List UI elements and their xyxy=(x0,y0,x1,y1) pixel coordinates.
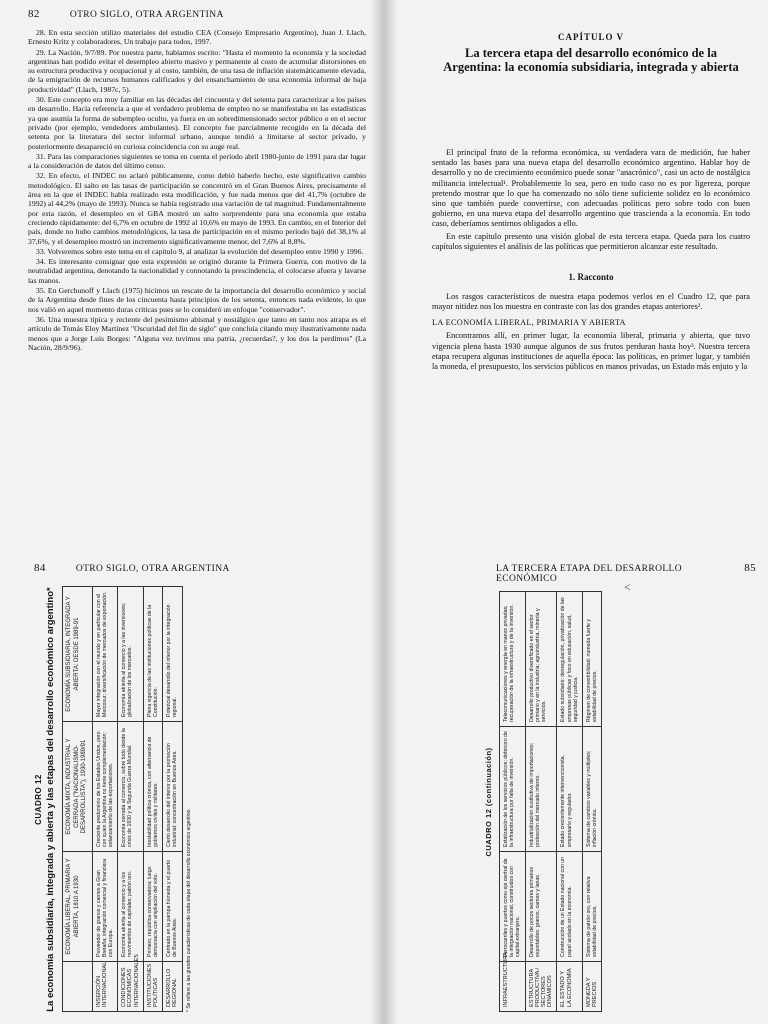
table-row xyxy=(500,592,526,1012)
cuadro-12-continued-table xyxy=(499,591,602,1012)
row-head: EL ESTADO Y LA ECONOMÍA xyxy=(557,962,583,1012)
endnote-28: 28. En esta sección utilizo materiales del estudio CEA (Consejo Empresario Argentino), Juan J. Llach, Ernesto Kritz y colaboradores, Un trabajo para todos, 1997. xyxy=(28,28,366,47)
table-cell: Proveedor de granos y carnes a Gran Bretaña; integración comercial y financiera con Europa. xyxy=(92,852,118,962)
table-header-cell xyxy=(63,962,93,1012)
table-cell: Estado subsidiario: desregulación, privatización de las empresas públicas y foco en educación, salud, seguridad y justicia. xyxy=(557,592,583,727)
table-cell: Desarrollo productivo diversificado en el sector primario y en la industria; agroindustria, minería y servicios. xyxy=(525,592,557,727)
table-cell: Desarrollo de pocos sectores primarios exportables: granos, carnes y lanas. xyxy=(525,852,557,962)
page-84 xyxy=(0,512,384,1024)
row-head: INFRAESTRUCTURA xyxy=(500,962,526,1012)
paragraph: En este capítulo presento una visión global de esta tercera etapa. Queda para los cuatro capítulos siguientes el análisis de las políticas que permitieron alcanzar este resultado. xyxy=(432,231,750,251)
paragraph: El principal fruto de la reforma económica, su verdadera vara de medición, fue haber sentado las bases para una nueva etapa del desarrollo económico argentino. Hablar hoy de desarrollo y no de crecimiento económico puede sonar "anacrónico", casi un acto de nostálgica militancia intelectual¹. Probablemente lo sea, pero en todo caso no es por ligereza, porque pretendo mostrar que lo que ha comenzado no sólo tiene suficiente solidez en lo económico sino que también puede convertirse, con adecuadas políticas pero sobre todo con buen gobierno, en una nueva etapa del desarrollo argentino que trascienda a la economía. En todo caso, deberíamos sentirnos obligados a ello. xyxy=(432,148,750,229)
gutter-shadow xyxy=(384,512,398,1024)
table-cell: Plena vigencia de las instituciones políticas de la Constitución. xyxy=(143,587,162,722)
endnote-33: 33. Volveremos sobre este tema en el capítulo 9, al analizar la evolución del desempleo entre 1990 y 1996. xyxy=(36,246,364,256)
endnotes xyxy=(28,28,366,352)
section-heading: 1. Racconto xyxy=(568,272,614,283)
gutter-shadow xyxy=(370,512,384,1024)
table-row xyxy=(118,587,144,1012)
table-row xyxy=(92,587,118,1012)
table-cell: Sistema de cambios variables y múltiples; inflación crónica. xyxy=(583,727,602,852)
endnote-36: 36. Una muestra típica y reciente del pesimismo abismal y nostálgico que tanto en tanto nos atrapa es el artículo de Tomás Eloy Martínez "Oscuridad del fin de siglo" que concluía citando muy ilustrativamente nada menos que a Jorge Luis Borges: "Alguna vez tuvimos una patria, ¿recuerdas?, y los dos la perdimos" (La Nación, 28/9/96). xyxy=(28,314,366,352)
chapter-label: CAPÍTULO V xyxy=(557,32,625,42)
page-82 xyxy=(0,0,384,512)
table-cell: Economía cerrada al comercio, sobre todo desde la crisis de 1930 y la Segunda Guerra Mundial. xyxy=(118,722,144,852)
row-head: CONDICIONES ECONÓMICAS INTERNACIONALES xyxy=(118,962,144,1012)
table-cell: Potencial desarrollo del interior por la integración regional. xyxy=(163,587,182,722)
table-cell: Construcción de un Estado nacional con un papel acotado en la economía. xyxy=(557,852,583,962)
running-head xyxy=(28,8,366,20)
endnote-30: 30. Este concepto era muy familiar en las décadas del cincuenta y del setenta para caracterizar a los países en desarrollo. Hacía referencia a que el verdadero problema de empleo no se manifestaba en las estadísticas ya que asumía la forma de subempleo oculto, ya fuera en un sobredimensionado sector público o en el sector privado (por ejemplo, vendedores ambulantes). El concepto fue parcialmente recogido en la década del setenta por la literatura del sector informal urbano, aunque tendió a limitarse al sector privado, y posteriormente desapareció en curiosa coincidencia con su auge real. xyxy=(28,95,366,151)
endnote-29: 29. La Nación, 9/7/89. Por nuestra parte, habíamos escrito: "Hasta el momento la economía y la sociedad argentinas han podido evitar el desempleo abierto masivo y permanente al costo de acumular distorsiones en su estructura productiva y ocupacional y al costo, también, de una tasa de inflación sistemáticamente elevada, de la emigración de recursos humanos calificados y del ensanchamiento de una economía informal de baja productividad" (Llach, 1987c, 5). xyxy=(28,47,366,94)
table-header-cell: ECONOMÍA MIXTA, INDUSTRIAL Y CERRADA ("NACIONALISMO-DESARROLLISTA"), 1930-1989/91 xyxy=(63,722,93,852)
running-head-title: OTRO SIGLO, OTRA ARGENTINA xyxy=(75,564,230,574)
table-row xyxy=(163,587,182,1012)
running-head xyxy=(34,562,374,574)
row-head: INSTITUCIONES POLÍTICAS xyxy=(143,962,162,1012)
table-cell: Economía abierta al comercio y a los movimientos de capitales; patrón oro. xyxy=(118,852,144,962)
page-number: 82 xyxy=(28,8,40,20)
table-label: CUADRO 12 (continuación) xyxy=(484,747,493,857)
table-cell: Estado crecientemente intervencionista, empresario y regulador. xyxy=(557,727,583,852)
page-number: 84 xyxy=(34,562,46,574)
cuadro-12-continued-rotated xyxy=(484,592,602,1012)
table-cell: Centrado en la pampa húmeda y el puerto de Buenos Aires. xyxy=(163,852,182,962)
paragraph: Los rasgos característicos de nuestra etapa podemos verlos en el Cuadro 12, que para mayor nitidez nos los muestra en contraste con las dos grandes etapas anteriores². xyxy=(432,292,750,312)
gutter-shadow xyxy=(384,0,398,512)
table-title: La economía subsidiaria, integrada y abierta y las etapas del desarrollo económico argentino* xyxy=(45,587,56,1012)
table-footnote: * Se refiere a las grandes características de cada etapa del desarrollo económico argentino. xyxy=(185,808,192,1012)
row-head: INSERCIÓN INTERNACIONAL xyxy=(92,962,118,1012)
page-number: 85 xyxy=(744,562,756,574)
endnote-31: 31. Para las comparaciones siguientes se toma en cuenta el período abril 1980-junio de 1991 para dar lugar a la consideración de datos del último censo. xyxy=(28,151,366,171)
table-cell: Inestabilidad política crónica, con alternancia de gobiernos civiles y militares. xyxy=(143,722,162,852)
table-header-cell: ECONOMÍA LIBERAL, PRIMARIA Y ABIERTA, 1810 A 1930 xyxy=(63,852,93,962)
endnote-35: 35. En Gerchunoff y Llach (1975) hicimos un rescate de la importancia del desarrollo económico y social de la Argentina desde fines de los cincuenta hasta principios de los setenta, entonces nada evidente, lo que nos valió en aquel momento duras críticas pues se lo consideró un enfoque "conservador". xyxy=(28,286,366,314)
table-cell: Industrialización sustitutiva de importaciones; protección del mercado interno. xyxy=(525,727,557,852)
table-cell: Sistema de patrón oro, con relativa estabilidad de precios. xyxy=(583,852,602,962)
cuadro-12-rotated xyxy=(34,587,192,1012)
table-row xyxy=(557,592,583,1012)
table-label: CUADRO 12 xyxy=(34,774,43,825)
endnote-34: 34. Es interesante consignar que esta expresión se originó durante la Primera Guerra, con motivo de la neutralidad argentina, denotando la nacionalidad y connotando la prescindencia, el colocarse afuera y lavarse las manos. xyxy=(28,257,366,285)
subsection-heading: LA ECONOMÍA LIBERAL, PRIMARIA Y ABIERTA xyxy=(432,318,626,328)
chapter-body xyxy=(432,148,750,372)
gutter-shadow xyxy=(370,0,384,512)
table-header-cell: ECONOMÍA SUBSIDIARIA, INTEGRADA Y ABIERTA: DESDE 1989-91 xyxy=(63,587,93,722)
running-head-title: LA TERCERA ETAPA DEL DESARROLLO ECONÓMICO xyxy=(496,564,682,584)
paragraph: Encontramos allí, en primer lugar, la economía liberal, primaria y abierta, que tuvo vigencia plena hasta 1930 aunque algunos de sus frutos perduran hasta hoy³. Nuestra tercera etapa recupera algunas instituciones de aquella época: las políticas, en primer lugar, y también la moneda, el presupuesto, los servicios públicos en manos privadas, un Estado más enjuto y la xyxy=(432,331,750,372)
chapter-title: La tercera etapa del desarrollo económico de la Argentina: la economía subsidiaria, integrada y abierta xyxy=(443,46,739,74)
table-cell: Estatización de los servicios públicos; deterioro de la infraestructura por falta de inversión. xyxy=(500,727,526,852)
table-cell: Economía abierta al comercio y a las inversiones; globalización de los mercados. xyxy=(118,587,144,722)
row-head: DESARROLLO REGIONAL xyxy=(163,962,182,1012)
table-row xyxy=(143,587,162,1012)
margin-mark-icon: < xyxy=(624,580,631,594)
row-head: ESTRUCTURA PRODUCTIVA / SECTORES DINÁMICOS xyxy=(525,962,557,1012)
page-85 xyxy=(384,512,768,1024)
table-header-row xyxy=(63,587,93,1012)
table-row xyxy=(525,592,557,1012)
table-cell: Creciente predominio de los Estados Unidos, pero con quien la Argentina no tiene complementación; estancamiento de las exportaciones. xyxy=(92,722,118,852)
table-cell: Mayor integración con el mundo y en particular con el Mercosur; diversificación de mercados de exportación. xyxy=(92,587,118,722)
table-cell: Cierto desarrollo del interior por la promoción industrial; concentración en Buenos Aires. xyxy=(163,722,182,852)
row-head: MONEDA Y PRECIOS xyxy=(583,962,602,1012)
table-row xyxy=(583,592,602,1012)
endnote-32: 32. En efecto, el INDEC no aclaró públicamente, como debió haberlo hecho, este significativo cambio metodológico. El salto en las tasas de participación se concentró en el Gran Buenos Aires, precisamente el área en la que el INDEC había realizado esta modificación, y fue nada menos que del 41,7% (octubre de 1992) al 44,2% (mayo de 1993). Nunca se había registrado una variación de tal magnitud. Fundamentalmente por esta razón, el desempleo en el GBA mostró un salto sorprendente para una economía que estaba creciendo rápidamente: del 6,7% en octubre de 1992 al 10,6% en mayo de 1993. En cambio, en el Interior del país, donde no hubo cambios metodológicos, la tasa de participación en el mismo período bajó del 38,1% al 37,6%, y el desempleo mostró un incremento significativamente menor, del 7,6% al 8,8%. xyxy=(28,171,366,246)
cuadro-12-table xyxy=(62,586,183,1012)
table-cell: Telecomunicaciones y energía en manos privadas; recuperación de la infraestructura y de la inversión. xyxy=(500,592,526,727)
running-head-title: OTRO SIGLO, OTRA ARGENTINA xyxy=(69,10,224,20)
table-cell: Ferrocarriles y puertos como eje central de la integración nacional, construidos con capital extranjero. xyxy=(500,852,526,962)
page-83 xyxy=(384,0,768,512)
table-cell: Primero, república conservadora; luego democracia con ampliación del voto. xyxy=(143,852,162,962)
table-cell: Régimen de convertibilidad; moneda fuerte y estabilidad de precios. xyxy=(583,592,602,727)
